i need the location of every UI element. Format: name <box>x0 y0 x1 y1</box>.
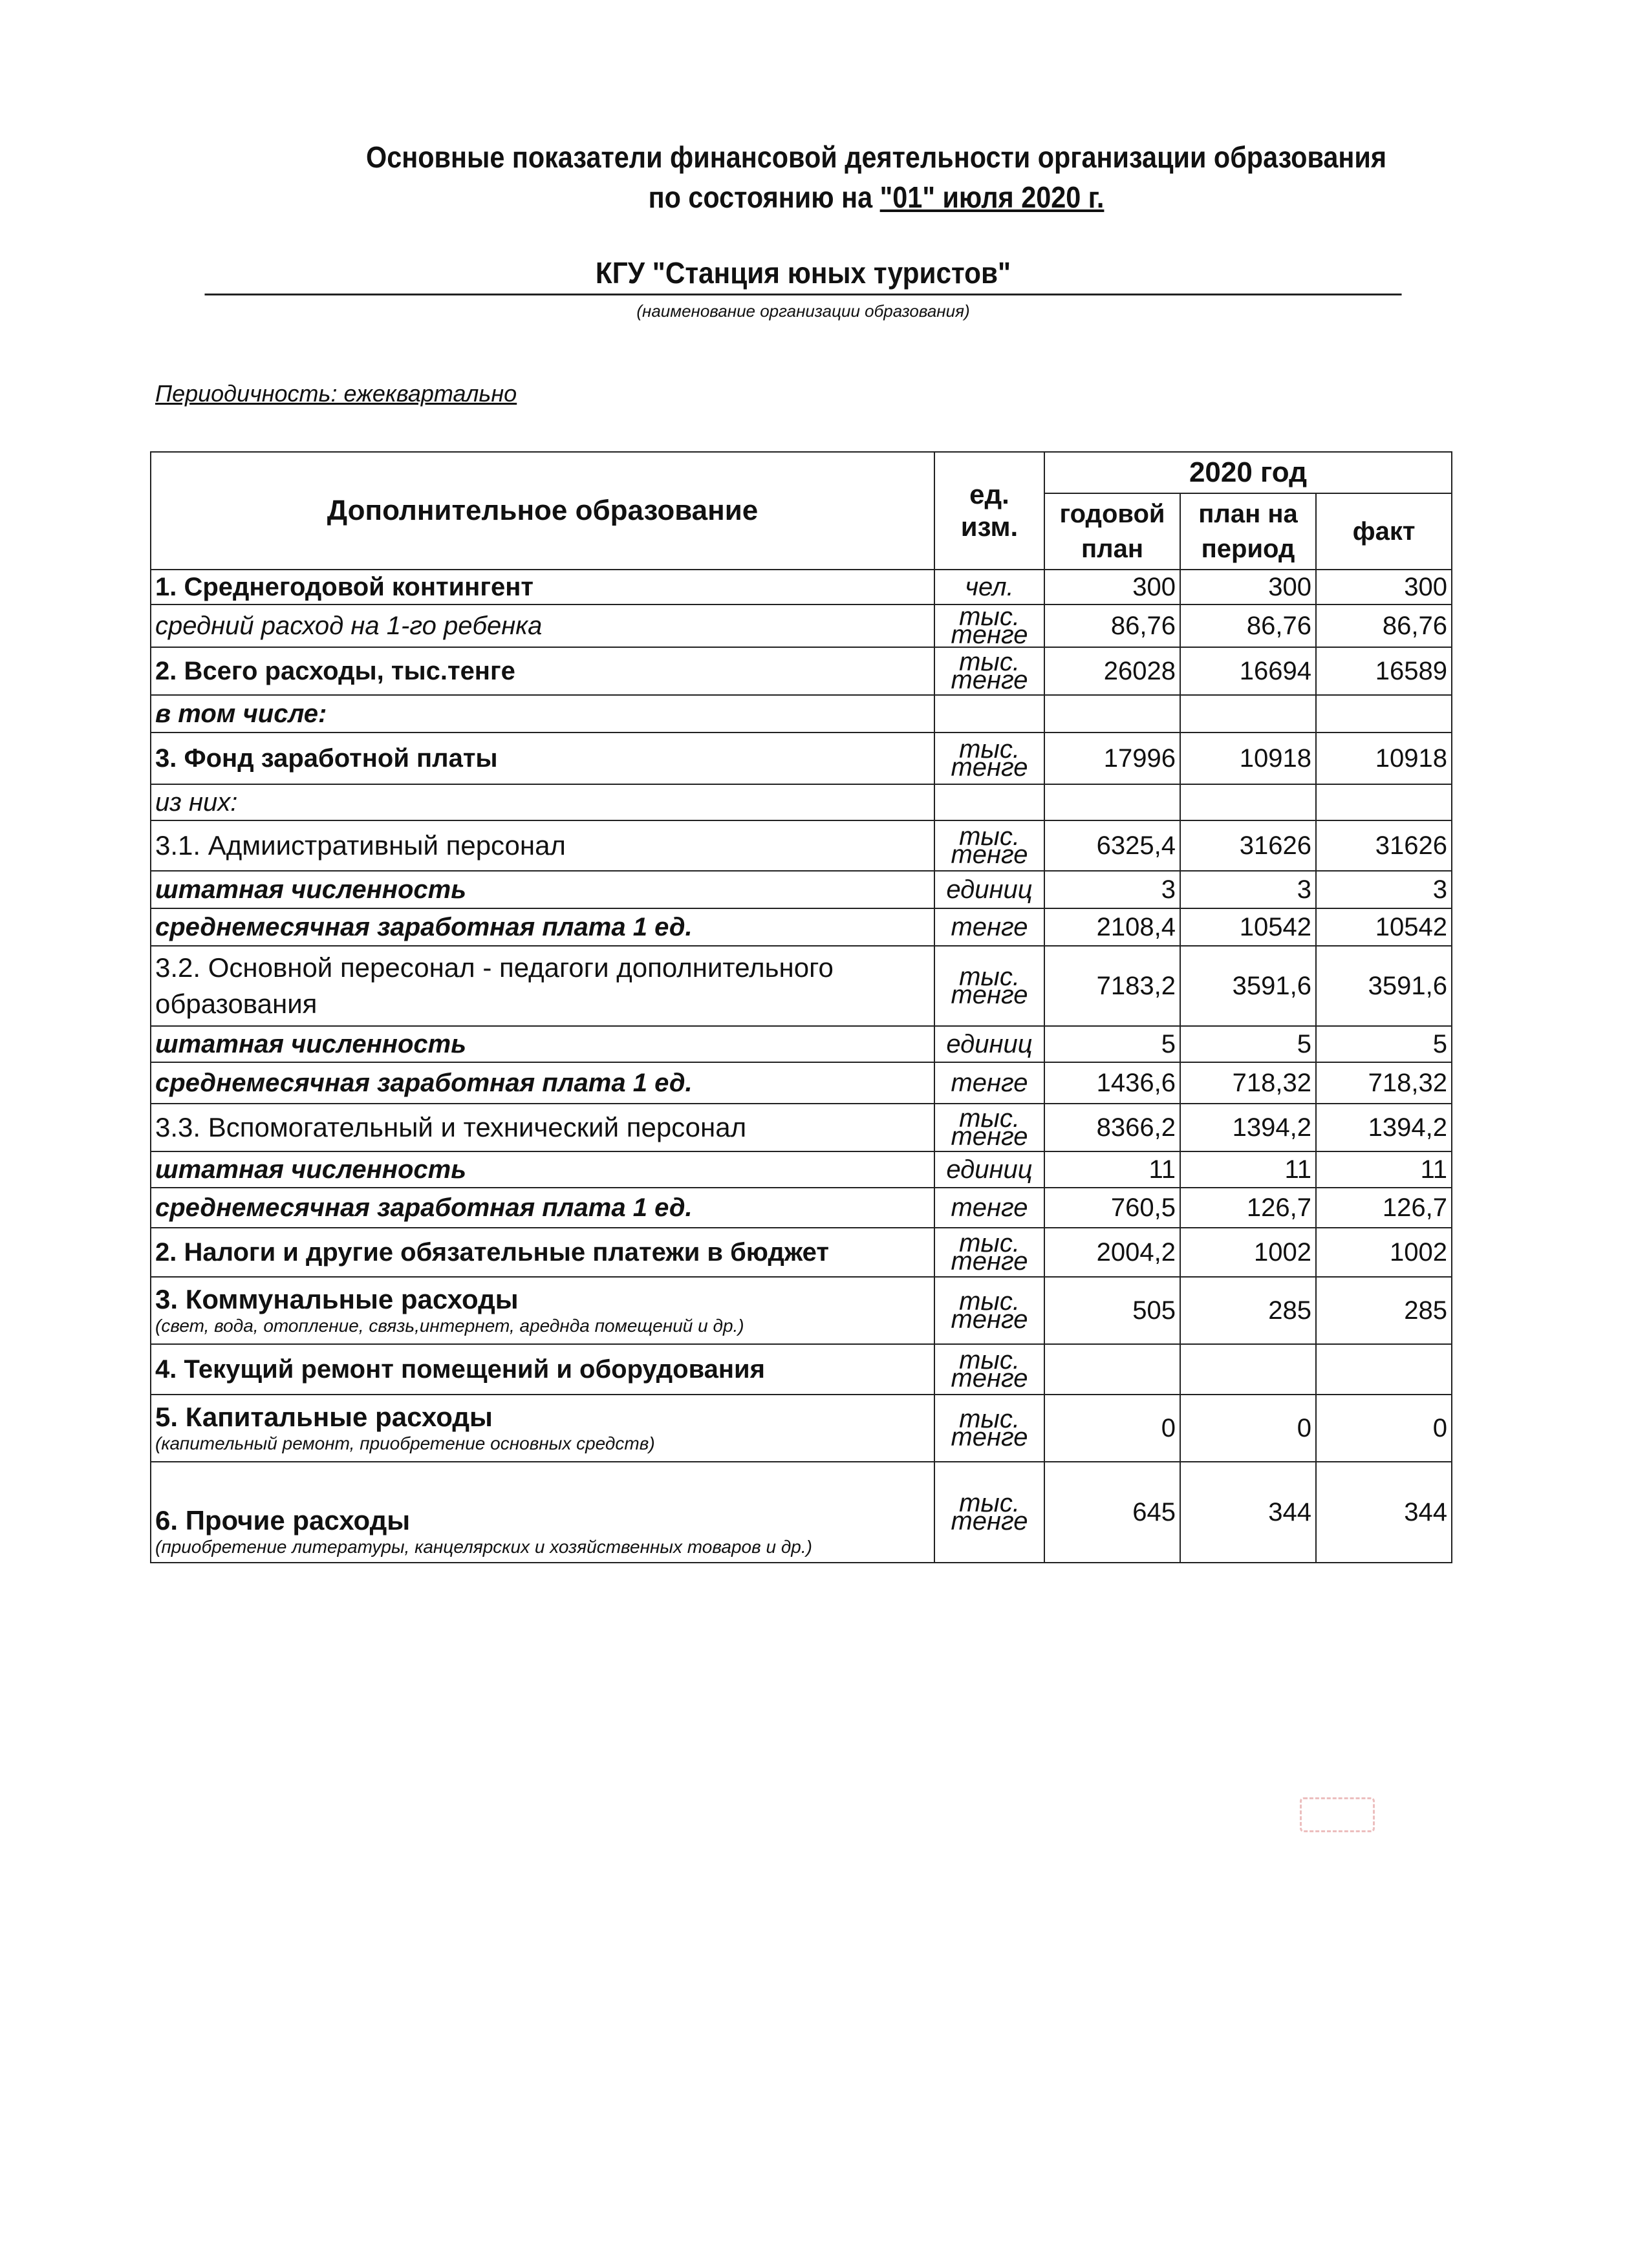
row-annual: 17996 <box>1044 733 1180 784</box>
row-fact <box>1316 784 1452 820</box>
table-row <box>151 1026 1452 1062</box>
row-fact: 31626 <box>1316 820 1452 871</box>
row-fact: 718,32 <box>1316 1062 1452 1104</box>
row-unit: тыс. тенге <box>934 1104 1044 1151</box>
row-annual: 8366,2 <box>1044 1104 1180 1151</box>
table-row <box>151 1151 1452 1188</box>
faint-stamp-mark <box>1300 1797 1375 1832</box>
row-unit: тенге <box>934 1188 1044 1228</box>
row-period: 344 <box>1180 1462 1316 1563</box>
row-fact: 86,76 <box>1316 604 1452 647</box>
row-note: (свет, вода, отопление, связь,интернет, ареднда помещений и др.) <box>155 1316 744 1336</box>
row-annual: 645 <box>1044 1462 1180 1563</box>
header-fact: факт <box>1316 493 1452 570</box>
table-row <box>151 647 1452 695</box>
table-row <box>151 946 1452 1026</box>
row-label: штатная численность <box>151 1026 934 1062</box>
row-fact: 10918 <box>1316 733 1452 784</box>
row-note: (приобретение литературы, канцелярских и хозяйственных товаров и др.) <box>155 1537 812 1557</box>
row-label: среднемесячная заработная плата 1 ед. <box>151 1062 934 1104</box>
row-fact: 0 <box>1316 1395 1452 1462</box>
table-row <box>151 1188 1452 1228</box>
row-annual: 11 <box>1044 1151 1180 1188</box>
header-annual-plan: годовой план <box>1044 493 1180 570</box>
row-fact: 5 <box>1316 1026 1452 1062</box>
row-fact: 285 <box>1316 1277 1452 1344</box>
row-period <box>1180 784 1316 820</box>
row-unit: тыс. тенге <box>934 647 1044 695</box>
row-annual <box>1044 1344 1180 1395</box>
row-fact <box>1316 695 1452 733</box>
row-annual: 6325,4 <box>1044 820 1180 871</box>
row-label: средний расход на 1-го ребенка <box>151 604 934 647</box>
header-year: 2020 год <box>1044 452 1452 493</box>
row-unit: тыс. тенге <box>934 820 1044 871</box>
document-title <box>222 137 1531 217</box>
table-row <box>151 1395 1452 1462</box>
row-label: штатная численность <box>151 1151 934 1188</box>
row-fact: 10542 <box>1316 908 1452 946</box>
row-fact: 3591,6 <box>1316 946 1452 1026</box>
row-unit: чел. <box>934 570 1044 604</box>
row-unit: тыс. тенге <box>934 733 1044 784</box>
row-annual: 2004,2 <box>1044 1228 1180 1277</box>
title-line-1: Основные показатели финансовой деятельности организации образования <box>366 140 1386 174</box>
table-row <box>151 1228 1452 1277</box>
row-fact: 1394,2 <box>1316 1104 1452 1151</box>
row-label: среднемесячная заработная плата 1 ед. <box>151 908 934 946</box>
title-date: "01" июля 2020 г. <box>879 180 1105 214</box>
row-period: 126,7 <box>1180 1188 1316 1228</box>
row-unit: тыс. тенге <box>934 946 1044 1026</box>
table-row <box>151 695 1452 733</box>
row-period: 16694 <box>1180 647 1316 695</box>
table-row <box>151 1062 1452 1104</box>
row-period: 718,32 <box>1180 1062 1316 1104</box>
table-row <box>151 733 1452 784</box>
row-label-cell <box>151 1395 934 1462</box>
row-annual: 1436,6 <box>1044 1062 1180 1104</box>
row-period <box>1180 695 1316 733</box>
row-label: 4. Текущий ремонт помещений и оборудования <box>151 1344 934 1395</box>
row-annual <box>1044 784 1180 820</box>
table-row <box>151 820 1452 871</box>
row-period: 86,76 <box>1180 604 1316 647</box>
periodicity: Периодичность: ежеквартально <box>155 380 517 407</box>
row-period: 11 <box>1180 1151 1316 1188</box>
row-label: 5. Капитальные расходы <box>155 1402 493 1432</box>
row-period: 1002 <box>1180 1228 1316 1277</box>
row-annual: 0 <box>1044 1395 1180 1462</box>
row-annual: 760,5 <box>1044 1188 1180 1228</box>
row-annual <box>1044 695 1180 733</box>
row-unit: тыс. тенге <box>934 1344 1044 1395</box>
row-period: 5 <box>1180 1026 1316 1062</box>
row-label: 6. Прочие расходы <box>155 1505 411 1535</box>
row-label: среднемесячная заработная плата 1 ед. <box>151 1188 934 1228</box>
row-label: из них: <box>151 784 934 820</box>
row-annual: 3 <box>1044 871 1180 908</box>
row-fact: 3 <box>1316 871 1452 908</box>
row-unit <box>934 784 1044 820</box>
row-fact: 16589 <box>1316 647 1452 695</box>
table-row <box>151 1277 1452 1344</box>
header-period-plan: план на период <box>1180 493 1316 570</box>
table-row <box>151 604 1452 647</box>
row-annual: 2108,4 <box>1044 908 1180 946</box>
row-fact: 1002 <box>1316 1228 1452 1277</box>
row-period: 3 <box>1180 871 1316 908</box>
row-fact: 126,7 <box>1316 1188 1452 1228</box>
row-annual: 505 <box>1044 1277 1180 1344</box>
row-fact: 344 <box>1316 1462 1452 1563</box>
row-period: 1394,2 <box>1180 1104 1316 1151</box>
row-period: 10918 <box>1180 733 1316 784</box>
row-unit: тыс. тенге <box>934 604 1044 647</box>
row-period <box>1180 1344 1316 1395</box>
row-label: 3.2. Основной пересонал - педагоги дополнительного образования <box>151 946 934 1026</box>
row-unit: единиц <box>934 1151 1044 1188</box>
title-line-2 <box>222 177 1531 217</box>
row-fact: 11 <box>1316 1151 1452 1188</box>
row-fact: 300 <box>1316 570 1452 604</box>
row-annual: 300 <box>1044 570 1180 604</box>
row-unit: тенге <box>934 1062 1044 1104</box>
row-period: 300 <box>1180 570 1316 604</box>
row-unit: тыс. тенге <box>934 1395 1044 1462</box>
row-note: (капительный ремонт, приобретение основных средств) <box>155 1433 655 1453</box>
row-annual: 86,76 <box>1044 604 1180 647</box>
row-unit: тыс. тенге <box>934 1228 1044 1277</box>
row-annual: 26028 <box>1044 647 1180 695</box>
row-label: 3.3. Вспомогательный и технический персонал <box>151 1104 934 1151</box>
title-date-prefix: по состоянию на <box>648 180 880 214</box>
row-unit: тыс. тенге <box>934 1462 1044 1563</box>
row-period: 10542 <box>1180 908 1316 946</box>
table-row <box>151 908 1452 946</box>
row-unit: единиц <box>934 871 1044 908</box>
row-label: 3.1. Адмиистративный персонал <box>151 820 934 871</box>
table-row <box>151 1462 1452 1563</box>
table-row <box>151 1344 1452 1395</box>
row-unit: единиц <box>934 1026 1044 1062</box>
row-label: 2. Налоги и другие обязательные платежи в бюджет <box>151 1228 934 1277</box>
row-label: в том числе: <box>151 695 934 733</box>
row-label-cell <box>151 1277 934 1344</box>
row-annual: 5 <box>1044 1026 1180 1062</box>
row-label: штатная численность <box>151 871 934 908</box>
row-unit <box>934 695 1044 733</box>
row-period: 31626 <box>1180 820 1316 871</box>
table-row <box>151 1104 1452 1151</box>
financial-table <box>150 451 1452 1563</box>
header-category: Дополнительное образование <box>151 452 934 570</box>
row-unit: тенге <box>934 908 1044 946</box>
header-unit: ед. изм. <box>934 452 1044 570</box>
organization-name: КГУ "Станция юных туристов" <box>204 253 1401 295</box>
row-annual: 7183,2 <box>1044 946 1180 1026</box>
table-row <box>151 871 1452 908</box>
row-label: 1. Среднегодовой контингент <box>151 570 934 604</box>
row-period: 285 <box>1180 1277 1316 1344</box>
row-label-cell <box>151 1462 934 1563</box>
row-label: 2. Всего расходы, тыс.тенге <box>151 647 934 695</box>
row-period: 0 <box>1180 1395 1316 1462</box>
table-row <box>151 570 1452 604</box>
organization-caption: (наименование организации образования) <box>636 301 970 321</box>
row-fact <box>1316 1344 1452 1395</box>
row-label: 3. Фонд заработной платы <box>151 733 934 784</box>
row-label: 3. Коммунальные расходы <box>155 1284 519 1314</box>
table-row <box>151 784 1452 820</box>
row-unit: тыс. тенге <box>934 1277 1044 1344</box>
row-period: 3591,6 <box>1180 946 1316 1026</box>
